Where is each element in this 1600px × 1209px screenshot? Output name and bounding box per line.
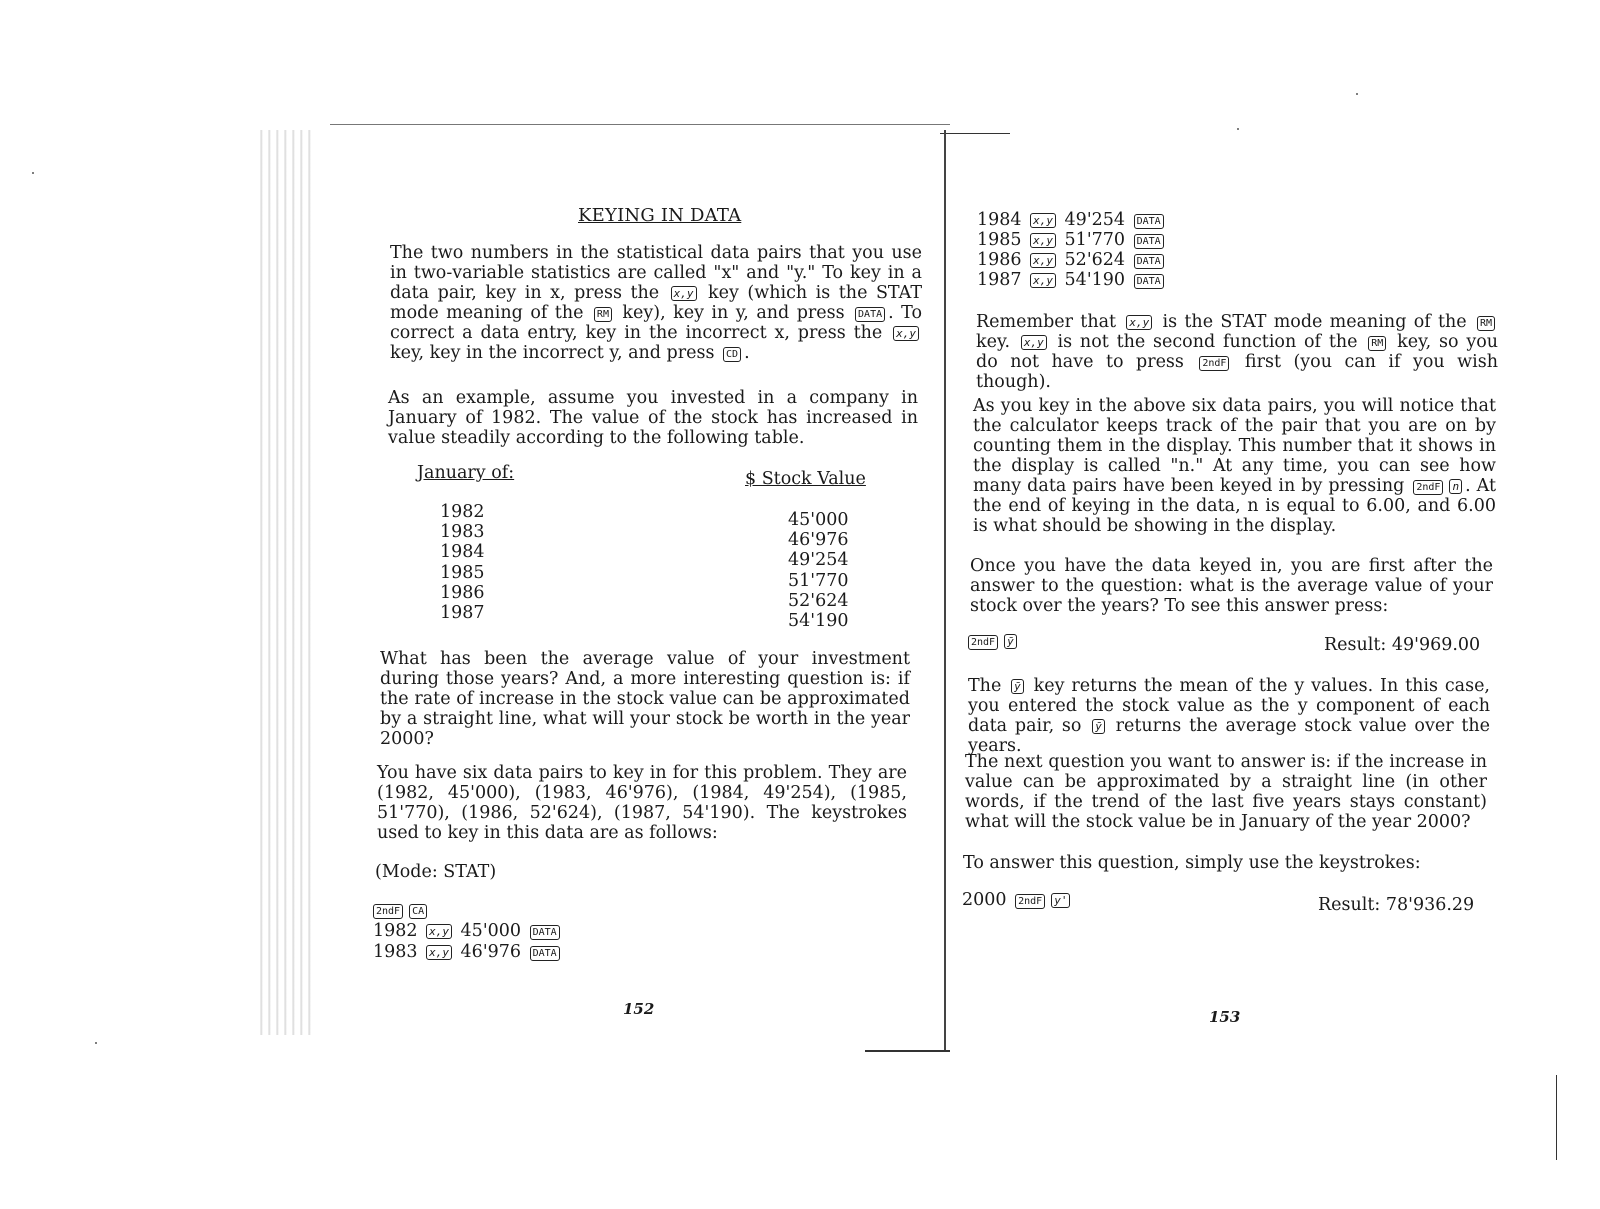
table-header-value: $ Stock Value (745, 469, 866, 489)
table-header-year: January of: (417, 463, 515, 483)
ybar-key: ȳ (1092, 719, 1105, 734)
table-cell: 54'190 (788, 611, 849, 632)
data-key: DATA (1134, 234, 1164, 249)
right-page (960, 0, 1600, 1209)
data-key: DATA (1134, 254, 1164, 269)
keystroke-line: 1983 x,y 46'976 DATA (373, 942, 563, 962)
page-number: 152 (623, 1000, 655, 1018)
ca-key: CA (409, 904, 427, 919)
cd-key: CD (723, 347, 741, 362)
count-paragraph: As you key in the above six data pairs, you will notice that the calculator keeps track of the pair that you are on by counting them in the display. This number that it shows in the display is called "n." At any time, you can see how many data pairs have been keyed in by pressing 2ndF n . At the end of keying in the data, n is equal to 6.00, and 6.00 is what should be showing in the display. (973, 396, 1496, 536)
xy-key: x,y (1030, 213, 1056, 228)
xy-key: x,y (1021, 335, 1047, 350)
table-cell: 49'254 (788, 550, 849, 571)
table-cell: 1985 (440, 562, 485, 583)
page-number: 153 (1209, 1008, 1241, 1026)
data-key: DATA (530, 946, 560, 961)
xy-key: x,y (893, 326, 919, 341)
remember-paragraph: Remember that x,y is the STAT mode meaning of the RM key. x,y is not the second function of the RM key, so you do not have to press 2ndF first (you can if you wish though). (976, 312, 1499, 392)
ybar-key: ȳ (1011, 679, 1024, 694)
table-cell: 1983 (440, 522, 485, 543)
table-cell: 45'000 (788, 510, 849, 530)
yprime-key: y' (1051, 893, 1070, 908)
table-cell: 52'624 (788, 590, 849, 611)
rm-key: RM (1477, 316, 1495, 331)
example-paragraph: As an example, assume you invested in a company in January of 1982. The value of the stock has increased in value steadily according to the following table. (388, 388, 918, 448)
rm-key: RM (1368, 336, 1386, 351)
data-key: DATA (530, 925, 560, 940)
xy-key: x,y (1030, 253, 1056, 268)
question-paragraph: What has been the average value of your investment during those years? And, a more interesting question is: if the rate of increase in the stock value can be approximated by a straight line, what will your stock be worth in the year 2000? (380, 649, 910, 749)
second-f-key: 2ndF (1413, 480, 1443, 495)
data-key: DATA (1134, 274, 1164, 289)
table-cell: 1986 (440, 582, 485, 603)
rm-key: RM (594, 307, 612, 322)
value-column (788, 510, 848, 631)
table-cell: 1984 (440, 542, 485, 563)
keystroke-line: 1986 x,y 52'624 DATA (977, 250, 1167, 270)
ybar-key: ȳ (1004, 634, 1017, 649)
xy-key: x,y (1030, 233, 1056, 248)
final-keystroke-line: 2000 2ndF y' (962, 890, 1073, 910)
table-cell: 46'976 (788, 530, 849, 551)
intro-paragraph: The two numbers in the statistical data pairs that you use in two-variable statistics are called "x" and "y." To key in a data pair, key in x, press the x,y key (which is the STAT mode meaning of the RM key), key in y, and press DATA . To correct a data entry, key in the incorrect x, press the x,y key, key in the incorrect y, and press CD . (390, 243, 922, 363)
mode-label: (Mode: STAT) (375, 862, 497, 882)
keystroke-line-clear (373, 900, 430, 920)
keystroke-line: 1984 x,y 49'254 DATA (977, 210, 1167, 230)
xy-key: x,y (426, 945, 452, 960)
second-f-key: 2ndF (1199, 356, 1229, 371)
next-paragraph: The next question you want to answer is: if the increase in value can be approximated by a straight line (in other words, if the trend of the last five years stays constant) what will the stock value be in January of the year 2000? (965, 752, 1487, 832)
data-key: DATA (855, 307, 885, 322)
xy-key: x,y (426, 924, 452, 939)
result-forecast: Result: 78'936.29 (1318, 895, 1475, 915)
second-f-key: 2ndF (1015, 894, 1045, 909)
year-column (440, 502, 485, 623)
mean-paragraph: The ȳ key returns the mean of the y values. In this case, you entered the stock value as the y component of each data pair, so ȳ returns the average stock value over the years. (968, 676, 1491, 756)
keystroke-line: 1985 x,y 51'770 DATA (977, 230, 1167, 250)
second-f-key: 2ndF (968, 635, 998, 650)
second-f-key: 2ndF (373, 904, 403, 919)
result-mean: Result: 49'969.00 (1324, 635, 1481, 655)
table-cell: 1987 (440, 603, 485, 624)
xy-key: x,y (1030, 273, 1056, 288)
once-paragraph: Once you have the data keyed in, you are first after the answer to the question: what is the average value of your stock over the years? To see this answer press: (970, 556, 1493, 616)
n-key: n (1449, 479, 1462, 494)
keystroke-line: 1982 x,y 45'000 DATA (373, 921, 563, 941)
data-key: DATA (1134, 214, 1164, 229)
section-heading: KEYING IN DATA (578, 205, 742, 226)
keystroke-line: 1987 x,y 54'190 DATA (977, 270, 1167, 290)
table-cell: 1982 (440, 502, 485, 522)
answer-intro: To answer this question, simply use the keystrokes: (963, 853, 1421, 873)
pairs-paragraph: You have six data pairs to key in for this problem. They are (1982, 45'000), (1983, 46'976), (1984, 49'254), (1985, 51'770), (1986, 52'624), (1987, 54'190). The keystrokes used to key in this data are as follows: (377, 763, 907, 843)
table-cell: 51'770 (788, 570, 849, 591)
xy-key: x,y (671, 286, 697, 301)
xy-key: x,y (1126, 315, 1152, 330)
mean-keystroke-line (968, 631, 1020, 651)
